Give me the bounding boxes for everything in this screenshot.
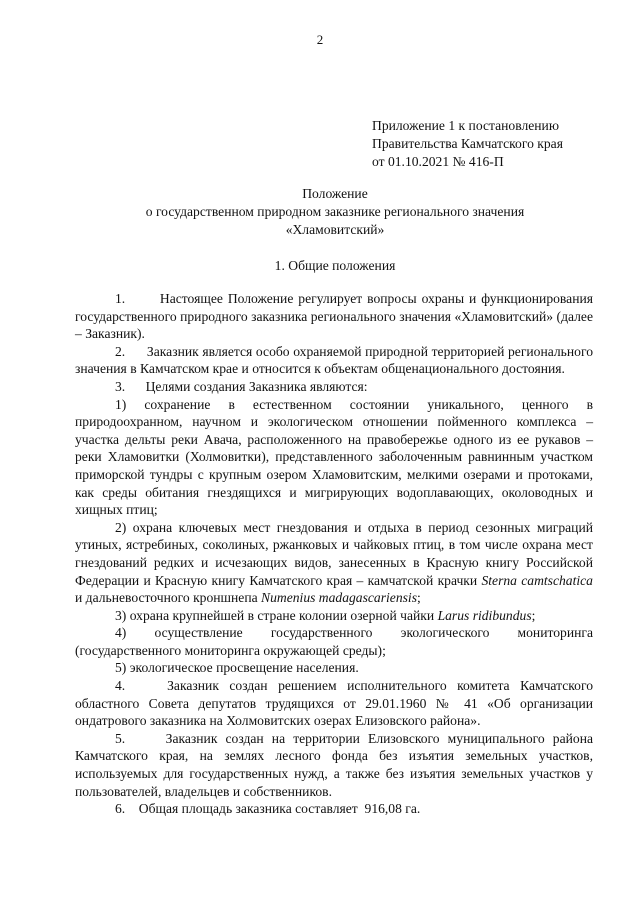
paragraph-1: 1. Настоящее Положение регулирует вопросы охраны и функционирования государственного природного заказника регионального значения «Хламовитский» (далее – Заказник). [75,291,593,342]
appendix-line-1: Приложение 1 к постановлению [372,118,559,133]
species-larus: Larus ridibundus [437,607,532,623]
paragraph-4: 4. Заказник создан решением исполнительного комитета Камчатского областного Совета депутатов трудящихся от 29.01.1960 № 41 «Об организации ондатрового заказника на Холмовитских озерах Елизовского района». [75,678,593,729]
goal-2-text-c: ; [416,590,421,606]
appendix-line-3: от 01.10.2021 № 416-П [372,154,504,169]
paragraph-5: 5. Заказник создан на территории Елизовского муниципального района Камчатского края, на землях лесного фонда без изъятия земельных участков, используемых для государственных нужд, а также без изъятия земельных участков у пользователей, владельцев и собственников. [75,730,593,799]
goal-3-text-a: 3) охрана крупнейшей в стране колонии озерной чайки [115,607,438,623]
goal-5: 5) экологическое просвещение населения. [115,660,359,676]
appendix-line-2: Правительства Камчатского края [372,136,563,151]
title-line-1: Положение [302,186,368,201]
document-title [60,185,610,239]
page-number: 2 [316,32,324,47]
paragraph-2: 2. Заказник является особо охраняемой природной территорией регионального значения в Камчатском крае и относится к объектам общенационального достояния. [75,343,593,377]
goal-1: 1) сохранение в естественном состоянии уникального, ценного в природоохранном, научном и экологическом отношении пойменного комплекса – участка дельты реки Авача, расположенного на правобережье одного из ее рукавов – реки Хламовитки (Холмовитки), представленного заболоченным равнинным участком приморской тундры с крупным озером Хламовитским, мелкими озерами и протоками, как среды обитания гнездящихся и мигрирующих водоплавающих, околоводных и хищных птиц; [75,396,593,518]
title-line-3: «Хламовитский» [285,222,385,237]
appendix-block [372,117,563,171]
section-heading: 1. Общие положения [274,258,396,273]
paragraph-3: 3. Целями создания Заказника являются: [115,378,368,394]
goal-2 [75,519,593,607]
goal-2-text-b: и дальневосточного кроншнепа [75,590,262,606]
document-body [75,290,593,818]
paragraph-6: 6. Общая площадь заказника составляет 916,08 га. [115,801,421,817]
goal-2-text-a: 2) охрана ключевых мест гнездования и отдыха в период сезонных миграций утиных, ястребиных, соколиных, ржанковых и чайковых птиц, в том числе охрана мест гнездований редких и исчезающих видов, занесенных в Красную книгу Российской Федерации и Красную книгу Камчатского края – камчатской крачки [75,519,593,588]
species-numenius: Numenius madagascariensis [261,590,417,606]
goal-3-text-b: ; [531,607,536,623]
title-line-2: о государственном природном заказнике регионального значения [145,204,525,219]
species-sterna: Sterna camtschatica [481,572,593,588]
goal-3 [75,607,593,625]
goal-4: 4) осуществление государственного экологического мониторинга (государственного мониторинга окружающей среды); [75,625,593,658]
